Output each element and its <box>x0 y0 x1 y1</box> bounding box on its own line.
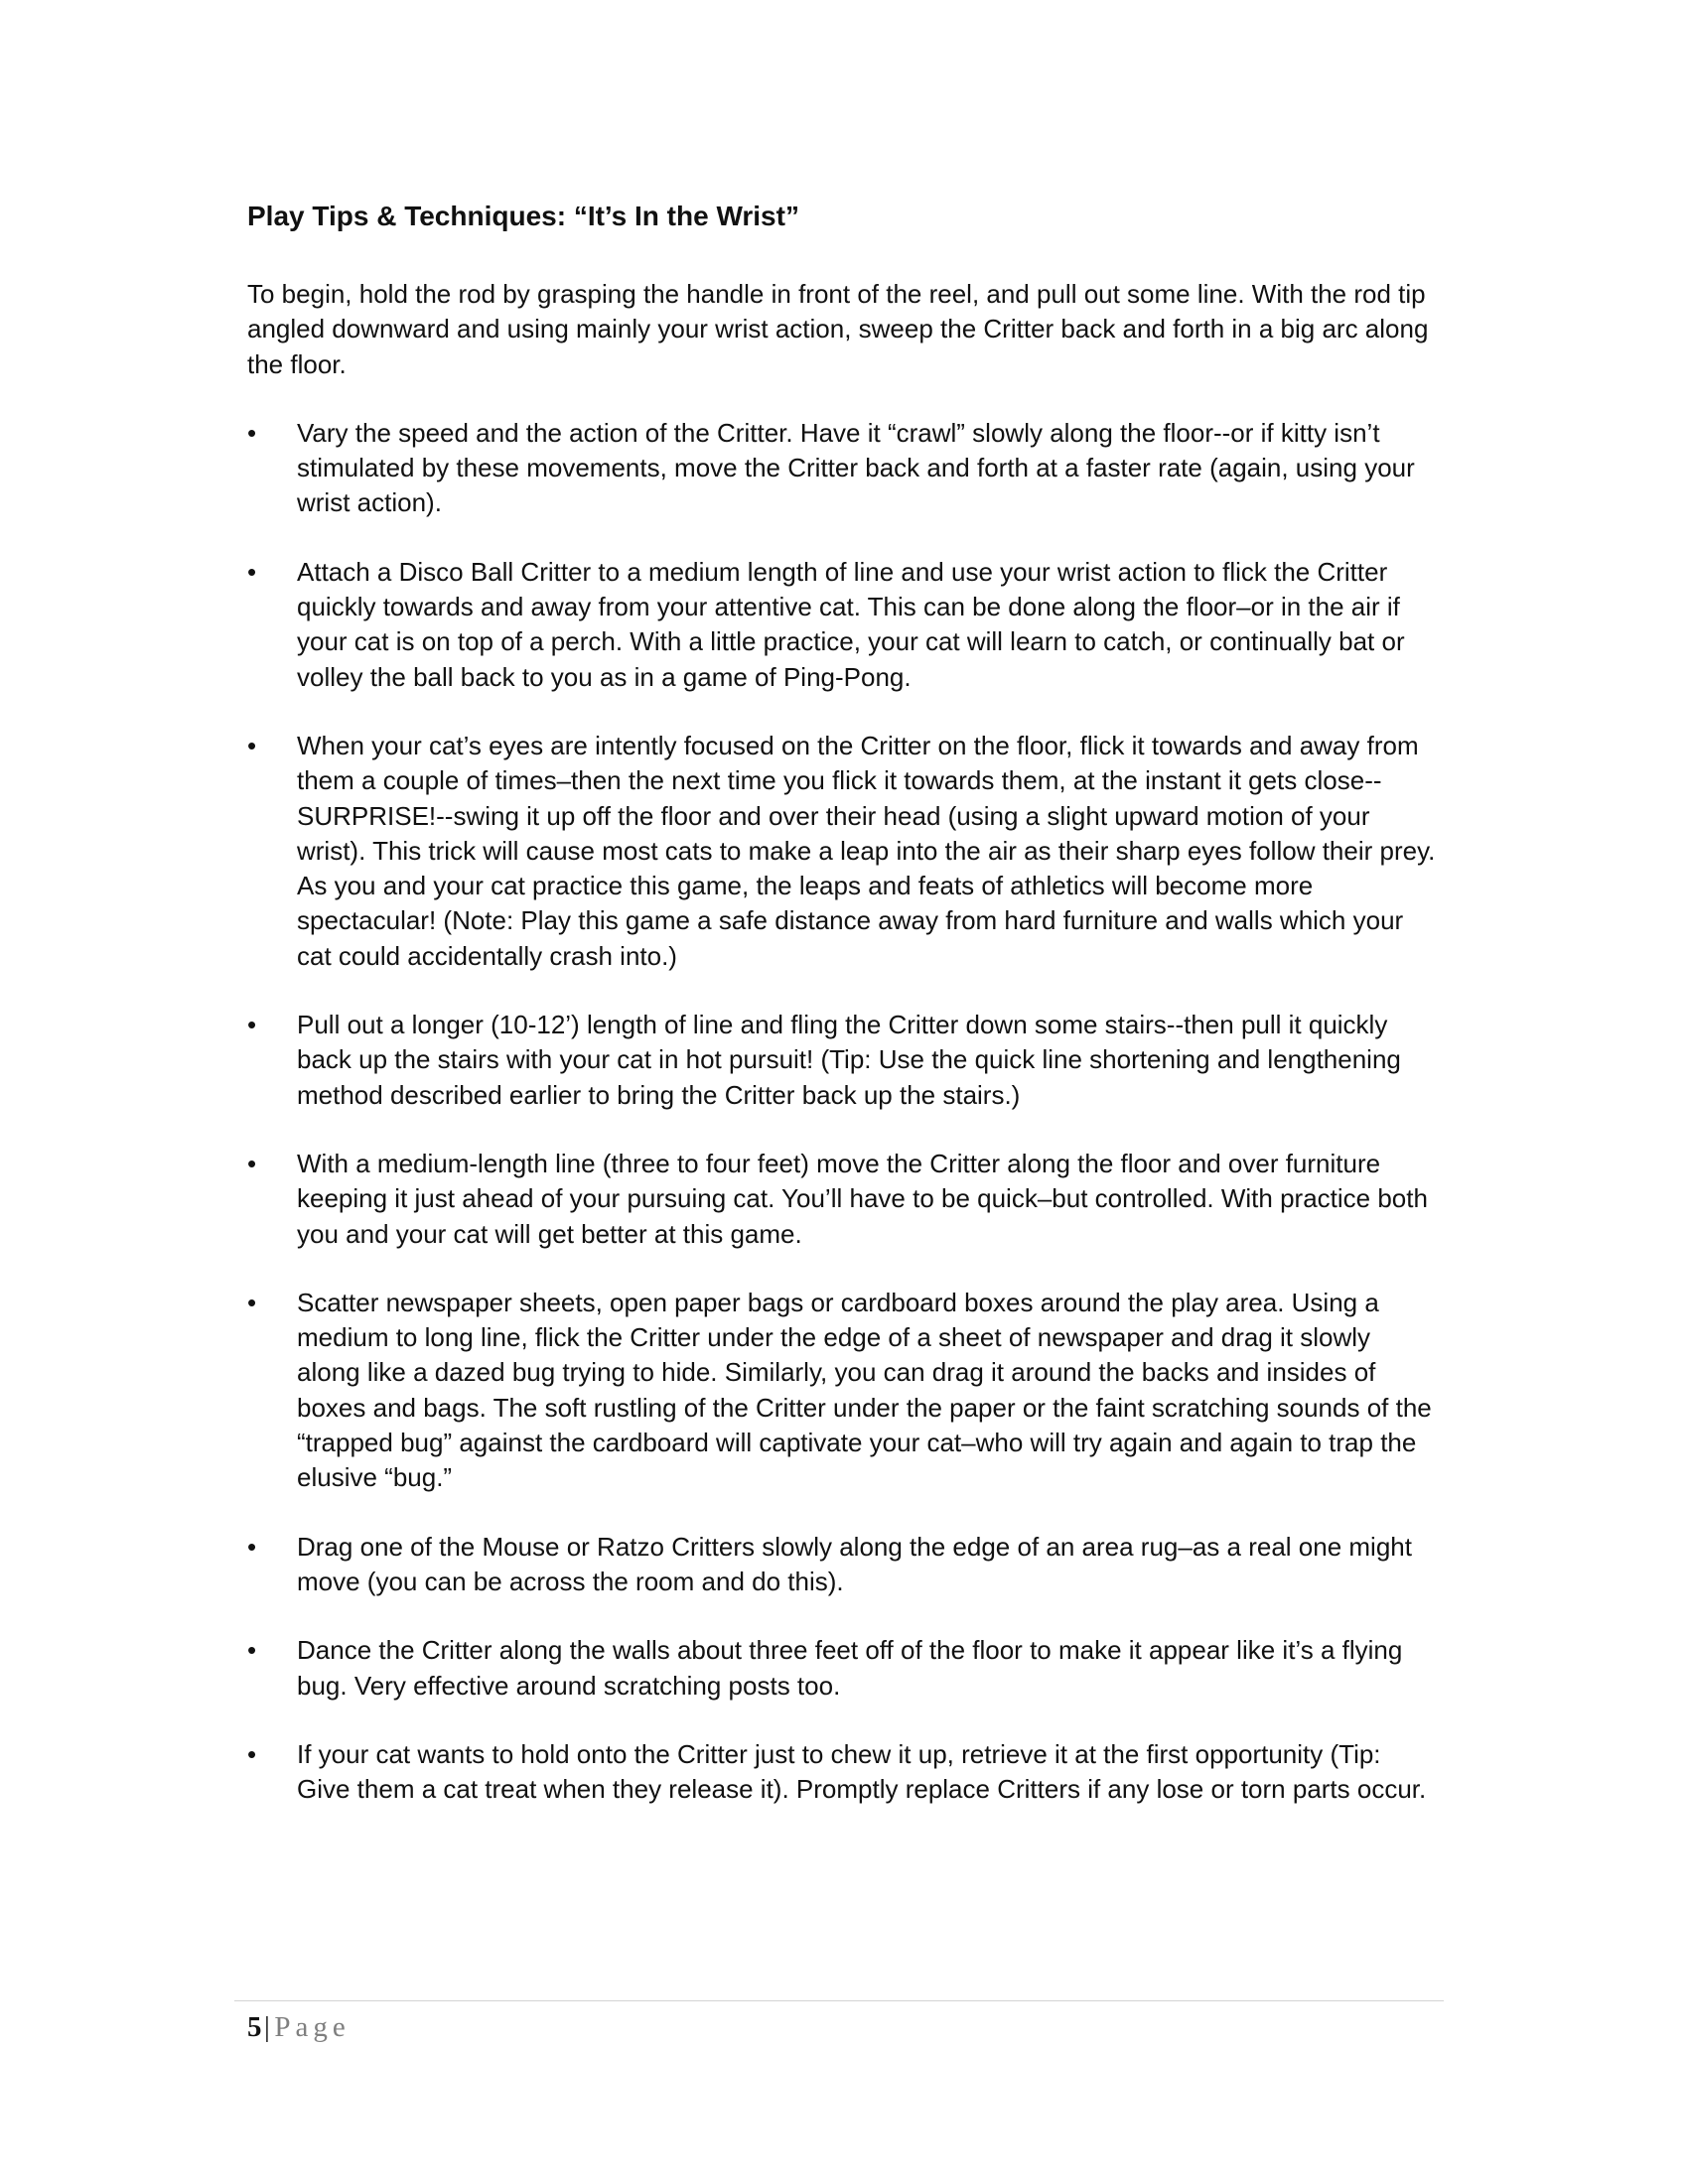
bullet-icon: • <box>247 1531 257 1562</box>
list-item-text: Scatter newspaper sheets, open paper bags or cardboard boxes around the play area. Using a medium to long line, flick the Critter under the edge of a sheet of newspaper and drag it slowly along like a dazed bug trying to hide. Similarly, you can drag it around the backs and insides of boxes and bags. The soft rustling of the Critter under the paper or the faint scratching sounds of the “trapped bug” against the cardboard will captivate your cat–who will try again and again to trap the elusive “bug.” <box>297 1287 1432 1493</box>
page-label: Page <box>274 2011 351 2043</box>
list-item-text: If your cat wants to hold onto the Critter just to chew it up, retrieve it at the first opportunity (Tip: Give them a cat treat when they release it). Promptly replace Critters if any lose or torn parts occur. <box>297 1738 1427 1805</box>
bullet-icon: • <box>247 730 257 760</box>
intro-paragraph: To begin, hold the rod by grasping the handle in front of the reel, and pull out some line. With the rod tip angled downward and using mainly your wrist action, sweep the Critter back and forth in a big arc along the floor. <box>247 279 1429 379</box>
page-footer <box>247 2009 351 2045</box>
list-item <box>247 729 1439 974</box>
bullet-icon: • <box>247 556 257 587</box>
list-item <box>247 1008 1439 1113</box>
bullet-icon: • <box>247 1148 257 1178</box>
list-item-text: With a medium-length line (three to four feet) move the Critter along the floor and over furniture keeping it just ahead of your pursuing cat. You’ll have to be quick–but controlled. With practice both you and your cat will get better at this game. <box>297 1148 1428 1249</box>
list-item-text: Drag one of the Mouse or Ratzo Critters slowly along the edge of an area rug–as a real one might move (you can be across the room and do this). <box>297 1531 1412 1596</box>
list-item <box>247 1286 1439 1496</box>
list-item <box>247 1530 1439 1600</box>
bullet-icon: • <box>247 1635 257 1666</box>
list-item-text: Vary the speed and the action of the Critter. Have it “crawl” slowly along the floor--or if kitty isn’t stimulated by these movements, move the Critter back and forth at a faster rate (again, using your wrist action). <box>297 417 1415 518</box>
list-item-text: Dance the Critter along the walls about three feet off of the floor to make it appear like it’s a flying bug. Very effective around scratching posts too. <box>297 1635 1403 1701</box>
list-item <box>247 1737 1439 1808</box>
list-item-text: When your cat’s eyes are intently focused on the Critter on the floor, flick it towards and away from them a couple of times–then the next time you flick it towards them, at the instant it gets close--SURPRISE!--swing it up off the floor and over their head (using a slight upward motion of your wrist). This trick will cause most cats to make a leap into the air as their sharp eyes follow their prey. As you and your cat practice this game, the leaps and feats of athletics will become more spectacular! (Note: Play this game a safe distance away from hard furniture and walls which your cat could accidentally crash into.) <box>297 730 1436 971</box>
tips-list <box>247 416 1439 1808</box>
list-item-text: Pull out a longer (10-12’) length of line and fling the Critter down some stairs--then pull it quickly back up the stairs with your cat in hot pursuit! (Tip: Use the quick line shortening and lengthening method described earlier to bring the Critter back up the stairs.) <box>297 1010 1401 1110</box>
list-item <box>247 1147 1439 1252</box>
footer-separator: | <box>264 2011 271 2043</box>
list-item <box>247 1633 1439 1704</box>
list-item <box>247 555 1439 695</box>
bullet-icon: • <box>247 417 257 448</box>
bullet-icon: • <box>247 1738 257 1769</box>
bullet-icon: • <box>247 1287 257 1317</box>
footer-divider <box>234 2000 1444 2001</box>
page-number: 5 <box>247 2011 262 2043</box>
list-item-text: Attach a Disco Ball Critter to a medium length of line and use your wrist action to flick the Critter quickly towards and away from your attentive cat. This can be done along the floor–or in the air if your cat is on top of a perch. With a little practice, your cat will learn to catch, or continually bat or volley the ball back to you as in a game of Ping-Pong. <box>297 556 1405 692</box>
section-heading: Play Tips & Techniques: “It’s In the Wrist” <box>247 201 799 231</box>
page-content <box>247 199 1439 1841</box>
bullet-icon: • <box>247 1010 257 1040</box>
list-item <box>247 416 1439 521</box>
